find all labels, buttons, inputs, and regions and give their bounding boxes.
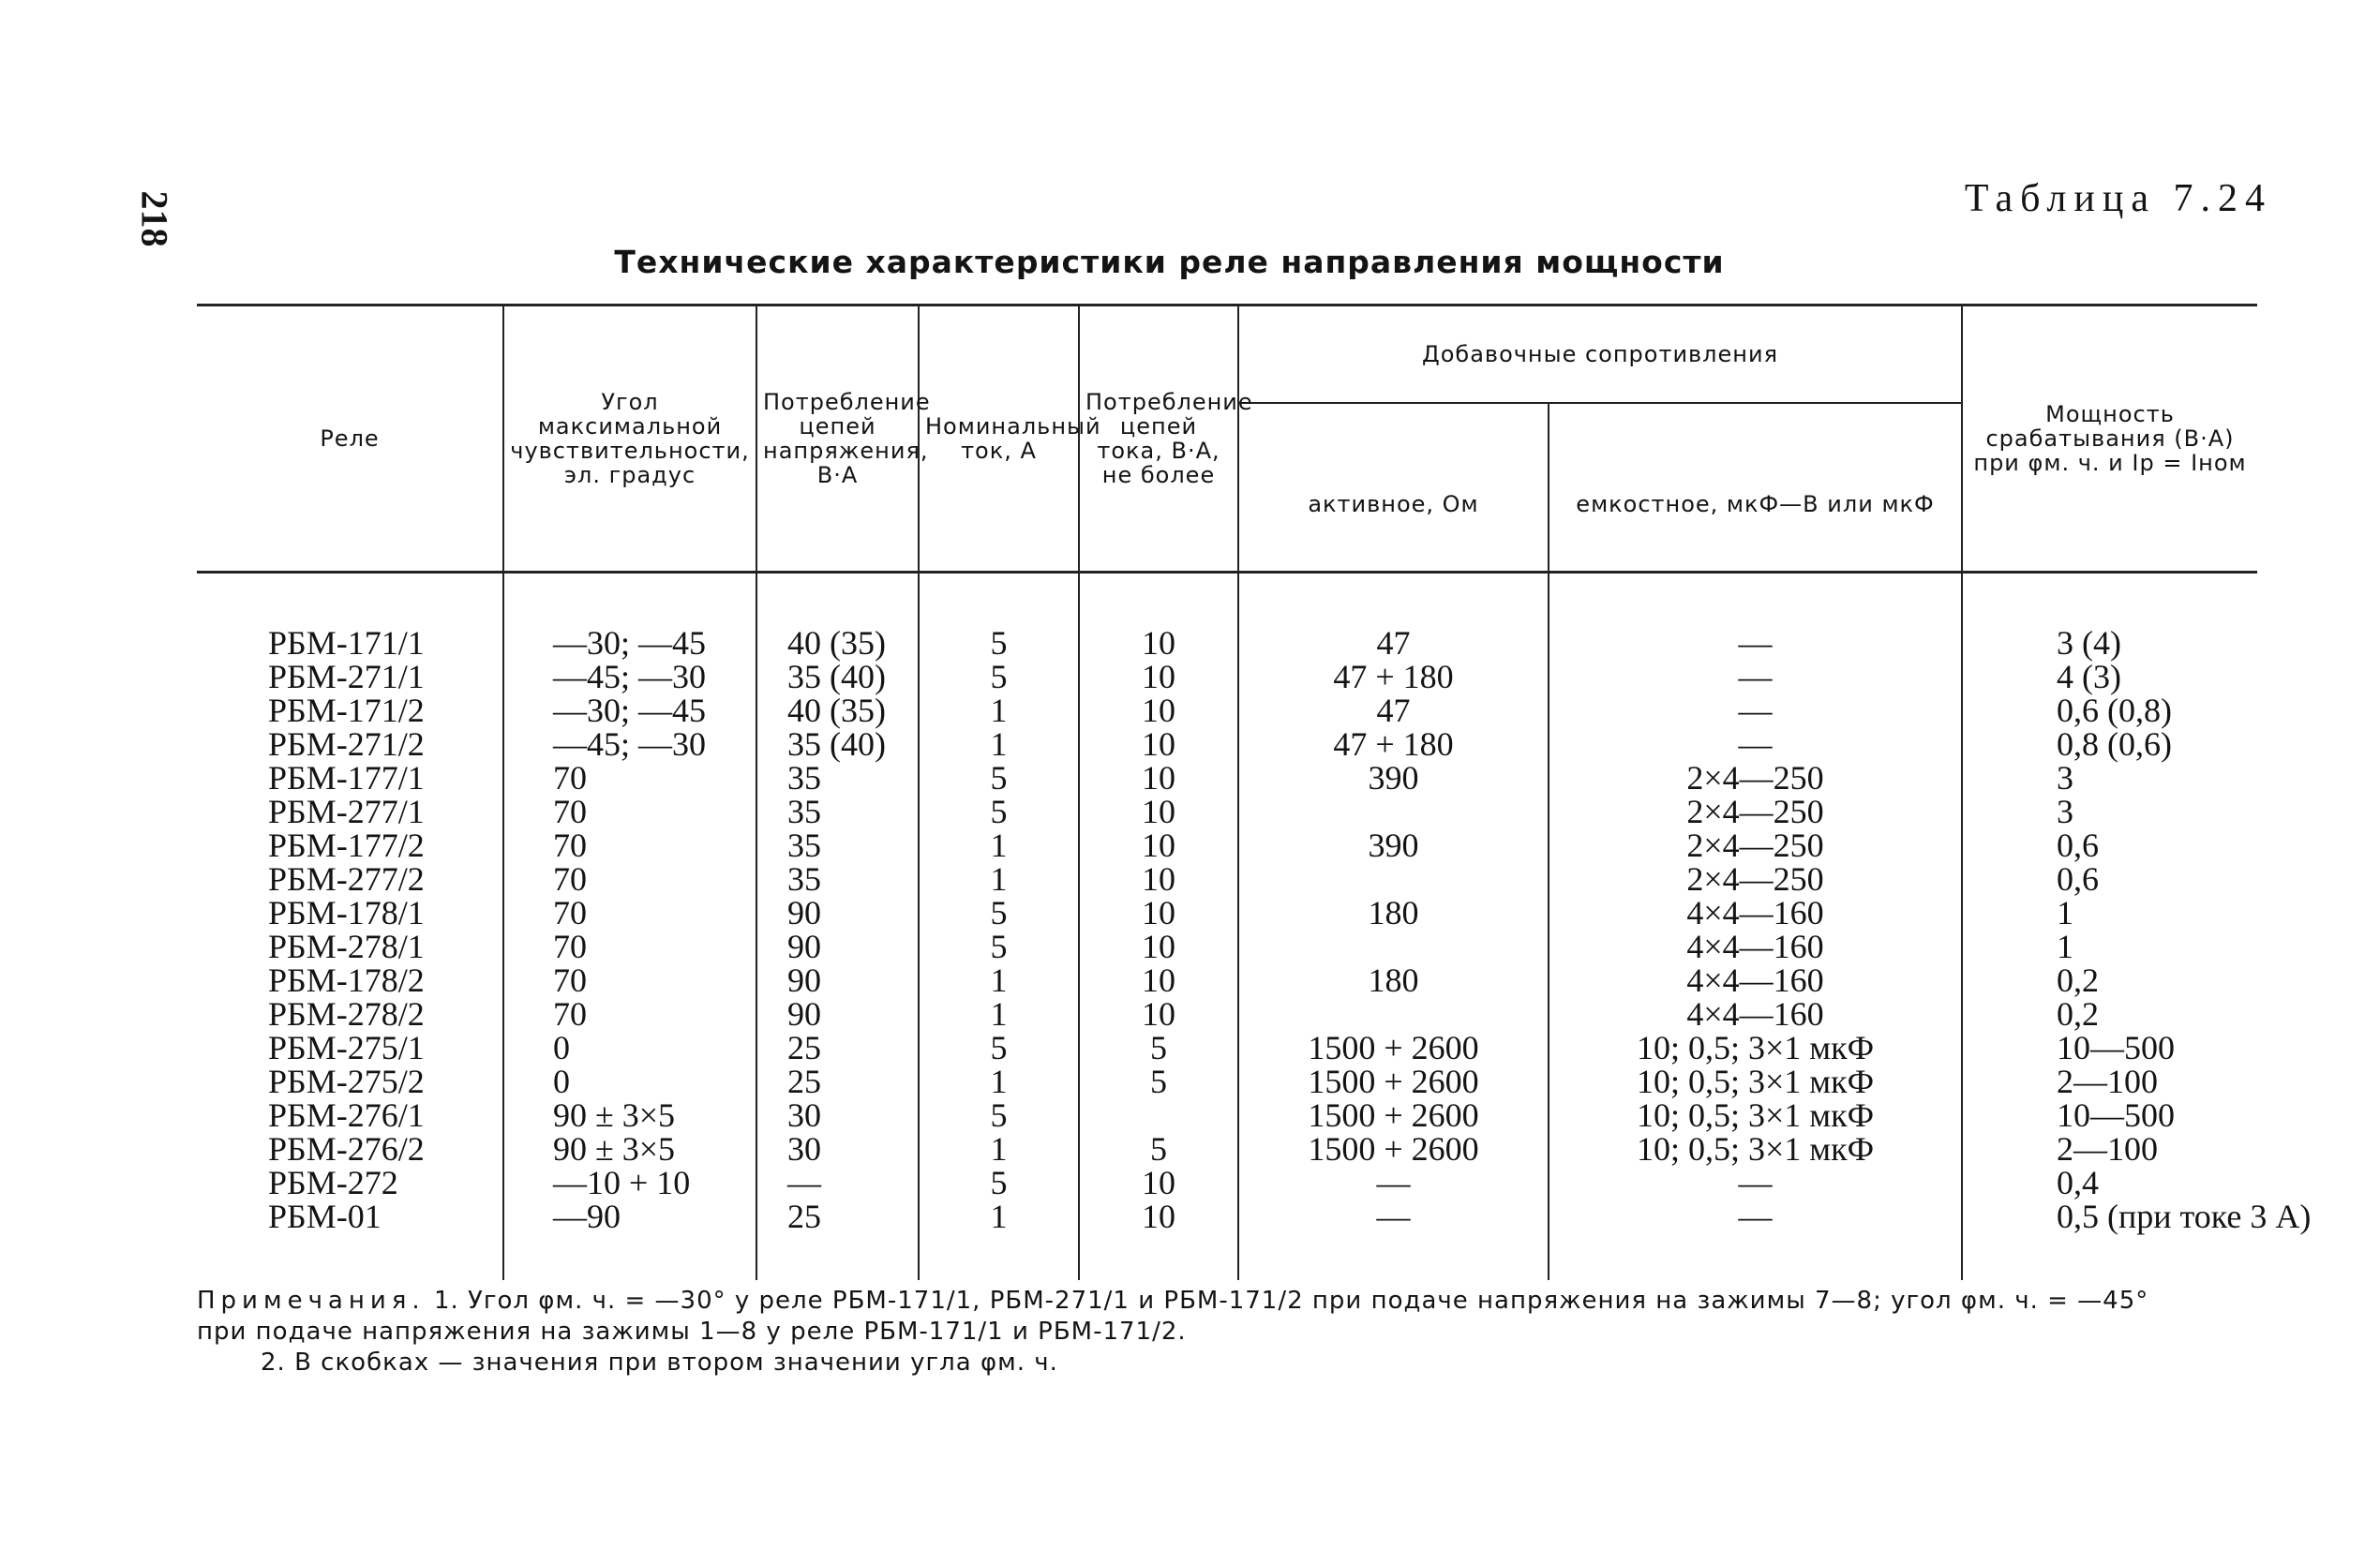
header-rated-current: Номинальный ток, А — [919, 306, 1079, 573]
header-active: активное, Ом — [1238, 403, 1549, 573]
table-row: РБМ-171/1 —30; —45 40 (35) 5 10 47 — 3 (4) — [197, 626, 2257, 660]
header-power: Мощность срабатывания (В·А) при φм. ч. и Iр = Iном — [1962, 306, 2257, 573]
table-row: РБМ-178/2 70 90 1 10 180 4×4—160 0,2 — [197, 963, 2257, 997]
table-notes — [197, 1286, 2259, 1379]
page-number: 218 — [133, 190, 176, 247]
note-line-3: 2. В скобках — значения при втором значении угла φм. ч. — [261, 1349, 1058, 1377]
header-relay: Реле — [197, 306, 503, 573]
table-row: РБМ-177/2 70 35 1 10 390 2×4—250 0,6 — [197, 828, 2257, 862]
header-angle: Угол максимальной чувствительности, эл. градус — [503, 306, 756, 573]
table-row: РБМ-276/2 90 ± 3×5 30 1 5 1500 + 2600 10; 0,5; 3×1 мкФ 2—100 — [197, 1132, 2257, 1166]
note-line-1 — [197, 1286, 2259, 1317]
header-capacitive: емкостное, мкФ—В или мкФ — [1549, 403, 1962, 573]
header-additional-resistance: Добавочные сопротивления — [1238, 306, 1962, 404]
table-title: Технические характеристики реле направления мощности — [614, 244, 1725, 280]
table-row: РБМ-276/1 90 ± 3×5 30 5 1500 + 2600 10; 0,5; 3×1 мкФ 10—500 — [197, 1098, 2257, 1132]
table-label: Таблица 7.24 — [1964, 177, 2272, 220]
table-row: РБМ-171/2 —30; —45 40 (35) 1 10 47 — 0,6 (0,8) — [197, 693, 2257, 727]
table-row: РБМ-275/2 0 25 1 5 1500 + 2600 10; 0,5; 3×1 мкФ 2—100 — [197, 1065, 2257, 1098]
header-current-consumption: Потребление цепей тока, В·А, не более — [1079, 306, 1238, 573]
table-row: РБМ-275/1 0 25 5 5 1500 + 2600 10; 0,5; 3×1 мкФ 10—500 — [197, 1031, 2257, 1065]
table-row: РБМ-01 —90 25 1 10 — — 0,5 (при токе 3 А) — [197, 1200, 2257, 1233]
note-line-2: при подаче напряжения на зажимы 1—8 у реле РБМ-171/1 и РБМ-171/2. — [197, 1318, 1187, 1346]
table-row: РБМ-277/1 70 35 5 10 2×4—250 3 — [197, 795, 2257, 828]
table-row: РБМ-178/1 70 90 5 10 180 4×4—160 1 — [197, 896, 2257, 930]
table-row: РБМ-277/2 70 35 1 10 2×4—250 0,6 — [197, 862, 2257, 896]
relay-specs-table — [197, 304, 2312, 1280]
note-1-text: 1. Угол φм. ч. = —30° у реле РБМ-171/1, РБМ-271/1 и РБМ-171/2 при подаче напряжения на зажимы 7—8; угол φм. ч. = —45° — [433, 1287, 2149, 1315]
table-body — [197, 573, 2312, 1281]
table-row: РБМ-278/2 70 90 1 10 4×4—160 0,2 — [197, 997, 2257, 1031]
table-row: РБМ-271/2 —45; —30 35 (40) 1 10 47 + 180 — 0,8 (0,6) — [197, 727, 2257, 761]
notes-label: Примечания. — [197, 1287, 426, 1315]
header-voltage-consumption: Потребление цепей напряжения, В·А — [756, 306, 919, 573]
table-row: РБМ-278/1 70 90 5 10 4×4—160 1 — [197, 930, 2257, 963]
table-row: РБМ-177/1 70 35 5 10 390 2×4—250 3 — [197, 761, 2257, 795]
table-row: РБМ-272 —10 + 10 — 5 10 — — 0,4 — [197, 1166, 2257, 1200]
table-row: РБМ-271/1 —45; —30 35 (40) 5 10 47 + 180 — 4 (3) — [197, 660, 2257, 693]
